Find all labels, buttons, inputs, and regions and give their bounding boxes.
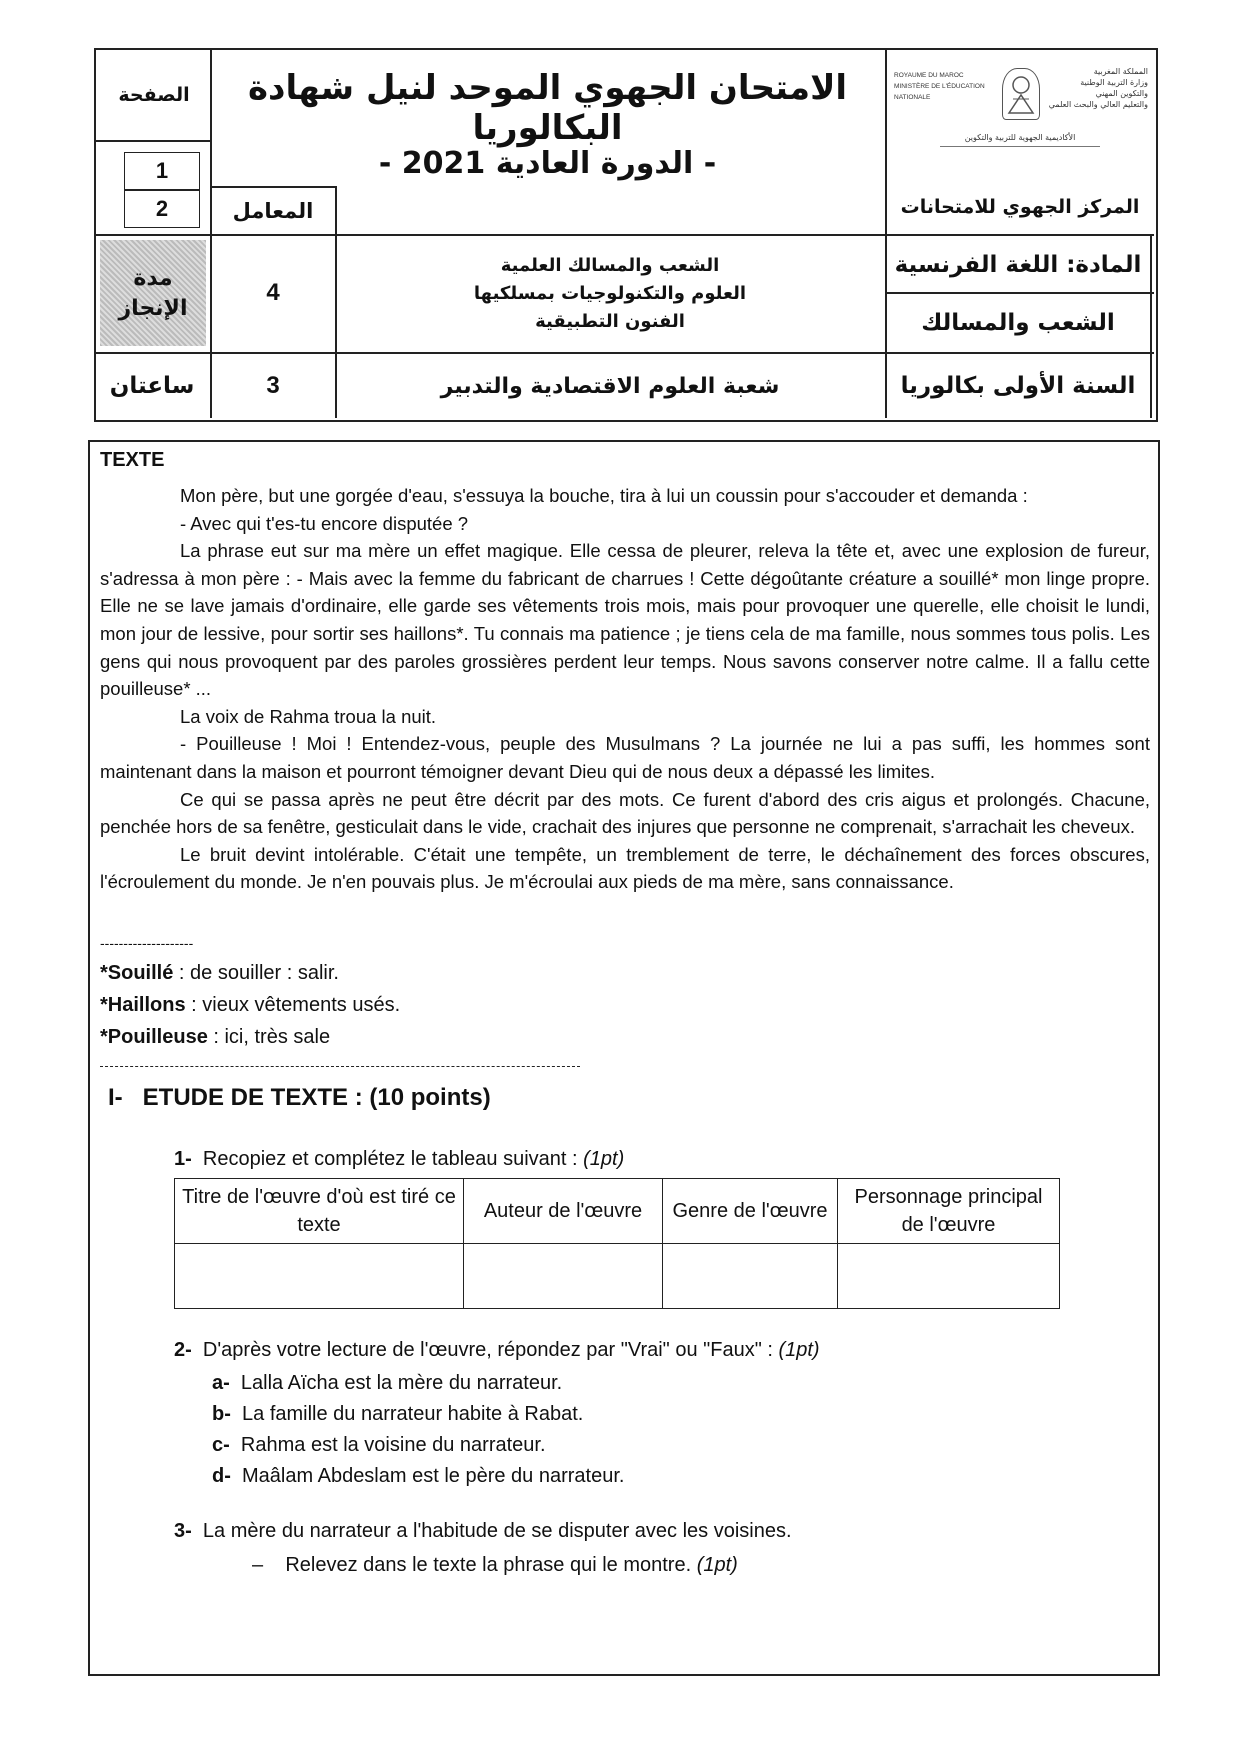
divider	[885, 292, 1154, 294]
divider	[94, 352, 1154, 354]
dashed-divider	[100, 1066, 580, 1067]
level-label: السنة الأولى بكالوريا	[900, 373, 1136, 399]
text-passage	[100, 482, 1150, 896]
paragraph: - Pouilleuse ! Moi ! Entendez-vous, peuple des Musulmans ? La journée ne lui a pas suffi, les hommes sont maintenant dans la maison et pourront témoigner devant Dieu qui de nous deux a dépassé les limites.	[100, 733, 1150, 782]
subject-label: المادة: اللغة الفرنسية	[894, 252, 1142, 278]
question-3: 3- La mère du narrateur a l'habitude de se disputer avec les voisines.	[174, 1520, 792, 1542]
paragraph: Le bruit devint intolérable. C'était une tempête, un tremblement de terre, le déchaînement des forces obscures, l'écroulement du monde. Je n'en pouvais plus. Je m'écroulai aux pieds de ma mère, sans connaissance.	[100, 843, 1150, 893]
paragraph: La voix de Rahma troua la nuit.	[180, 705, 437, 727]
duration-value: ساعتان	[109, 373, 195, 399]
coefficient-label: المعامل	[232, 199, 314, 223]
divider	[210, 186, 335, 188]
list-item: d- Maâlam Abdeslam est le père du narrateur.	[212, 1465, 625, 1487]
true-false-list	[212, 1368, 624, 1492]
paragraph: Mon père, but une gorgée d'eau, s'essuya la bouche, tira à lui un coussin pour s'accouder et demanda :	[180, 485, 1028, 506]
table-cell[interactable]	[663, 1244, 838, 1309]
glossary-item: *Souillé : de souiller : salir.	[100, 962, 339, 984]
list-item: b- La famille du narrateur habite à Rabat.	[212, 1403, 584, 1425]
text-heading: TEXTE	[100, 449, 165, 471]
table-header: Titre de l'œuvre d'où est tiré ce texte	[175, 1179, 464, 1244]
page-label: الصفحة	[118, 84, 190, 106]
section-title: I- ETUDE DE TEXTE : (10 points)	[108, 1084, 491, 1111]
stream1-coefficient: 4	[266, 279, 280, 306]
table-cell[interactable]	[464, 1244, 663, 1309]
exam-center: المركز الجهوي للامتحانات	[900, 196, 1140, 218]
duration-label: مدة الإنجاز	[118, 266, 188, 321]
table-header: Personnage principal de l'œuvre	[838, 1179, 1060, 1244]
paragraph: - Avec qui t'es-tu encore disputée ?	[180, 512, 469, 534]
glossary	[100, 957, 400, 1053]
divider	[1150, 234, 1152, 418]
ministry-logo: المملكة المغربية وزارة التربية الوطنية والتكوين المهني والتعليم العالي والبحث العلمي ROYAUME DU MAROC MINISTÈRE DE L'ÉDUCATION NATIONALE الأكاديمية الجهوية للتربية والتكوين	[890, 60, 1150, 190]
glossary-item: *Haillons : vieux vêtements usés.	[100, 994, 401, 1016]
coat-of-arms-icon	[1002, 68, 1040, 120]
separator: --------------------	[100, 935, 194, 951]
paragraph: Ce qui se passa après ne peut être décrit par des mots. Ce furent d'abord des cris aigus et prolongés. Chacune, penchée hors de sa fenêtre, gesticulait dans le vide, crachait des injures que personne ne comprenait, s'arrachait les cheveux.	[100, 788, 1150, 838]
list-item: c- Rahma est la voisine du narrateur.	[212, 1434, 546, 1456]
stream1-names: الشعب والمسالك العلمية العلوم والتكنولوجيات بمسلكيها الفنون التطبيقية	[473, 255, 747, 332]
question-1: 1- Recopiez et complétez le tableau suivant : (1pt)	[174, 1148, 625, 1170]
page-number: 1	[124, 152, 200, 190]
answer-table	[174, 1178, 1060, 1309]
exam-session: - الدورة العادية 2021 -	[378, 145, 717, 181]
exam-title: الامتحان الجهوي الموحد لنيل شهادة البكالوريا	[247, 68, 848, 148]
paragraph: La phrase eut sur ma mère un effet magique. Elle cessa de pleurer, releva la tête et, avec une explosion de fureur, s'adressa à mon père : - Mais avec la femme du fabricant de charrues ! Cette dégoûtante créature a souillé* mon linge propre. Elle ne se lave jamais d'ordinaire, elle garde ses vêtements trois mois, mais pour provoquer une querelle, elle choisit le lundi, mon jour de lessive, pour sortir ses haillons*. Tu connais ma patience ; je tiens cela de ma famille, nous sommes tous polis. Les gens qui nous provoquent par des paroles grossières perdent leur temps. Nous savons conserver notre calme. Il a fallu cette pouilleuse* ...	[100, 540, 1150, 700]
table-header: Genre de l'œuvre	[663, 1179, 838, 1244]
list-item: a- Lalla Aïcha est la mère du narrateur.	[212, 1372, 563, 1394]
glossary-item: *Pouilleuse : ici, très sale	[100, 1026, 331, 1048]
table-cell[interactable]	[838, 1244, 1060, 1309]
divider	[94, 140, 210, 142]
table-header: Auteur de l'œuvre	[464, 1179, 663, 1244]
stream2-name: شعبة العلوم الاقتصادية والتدبير	[440, 373, 780, 399]
question-3-instruction: – Relevez dans le texte la phrase qui le montre. (1pt)	[252, 1554, 738, 1576]
page-total: 2	[124, 190, 200, 228]
branches-label: الشعب والمسالك	[921, 310, 1115, 336]
stream2-coefficient: 3	[266, 372, 280, 399]
table-cell[interactable]	[175, 1244, 464, 1309]
question-2: 2- D'après votre lecture de l'œuvre, répondez par "Vrai" ou "Faux" : (1pt)	[174, 1339, 820, 1361]
